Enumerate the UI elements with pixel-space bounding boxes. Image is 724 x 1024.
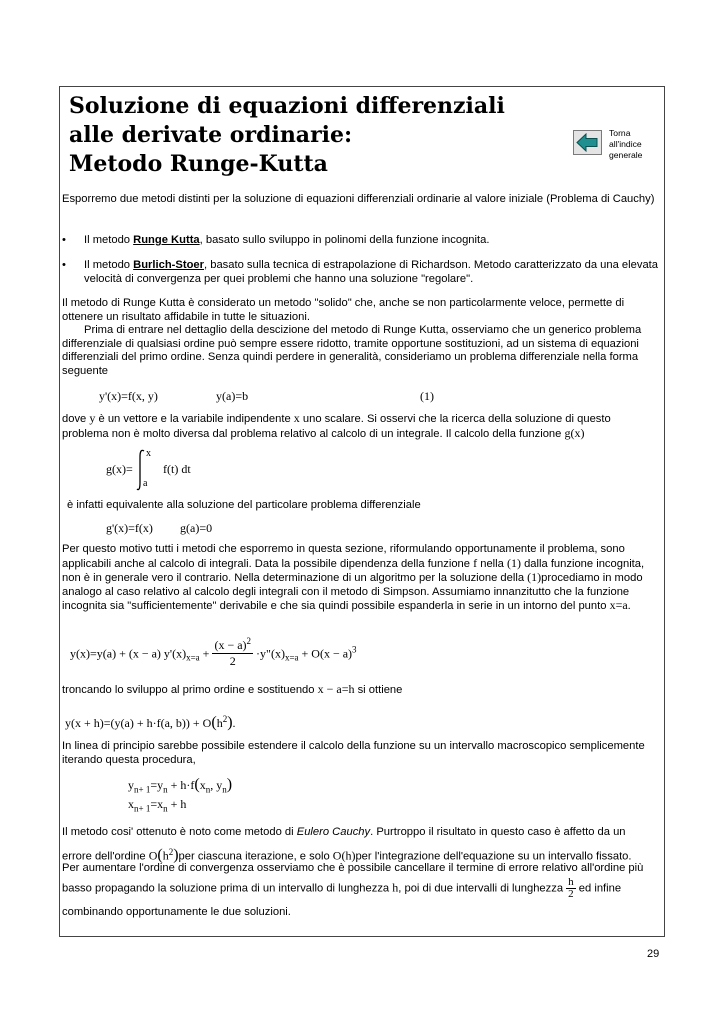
integral-lower-limit: a bbox=[143, 478, 148, 489]
intro-paragraph: Esporremo due metodi distinti per la soluzione di equazioni differenziali ordinarie al valore iniziale (Problema di Cauchy) bbox=[62, 193, 655, 205]
equation-1-initial-value: y(a)=b bbox=[216, 389, 249, 403]
equation-1-ode: y'(x)=f(x, y) bbox=[99, 389, 158, 403]
left-arrow-icon bbox=[576, 133, 599, 152]
title-line-2: alle derivate ordinarie: bbox=[69, 122, 353, 148]
burlich-stoer-link[interactable]: Burlich-Stoer bbox=[133, 259, 205, 271]
equation-4-taylor: y(x)=y(a) + (x − a) $y'(x)_{x=a}$ + $\frac{(x - a)^2}{2}$ $\cdot y"(x)_{x=a} + O(x - a)^3$ bbox=[70, 636, 357, 668]
paragraph-eulero-line-2: errore dell'ordine $O(h^2)per$ ciascuna iterazione, e solo O(h)per l'integrazione dell'equazione su un intervallo fissato. bbox=[62, 846, 632, 864]
title-line-1: Soluzione di equazioni differenziali bbox=[69, 93, 505, 119]
integral-upper-limit: x bbox=[146, 448, 151, 459]
paragraph-reduction: Prima di entrare nel dettaglio della descizione del metodo di Runge Kutta, osserviamo che un generico problema differenziale di qualsiasi ordine può sempre essere ridotto, tramite opportune sostituzioni, ad un sistema di equazioni differenziali del primo ordine. Senza quindi perdere in generalità, consideriamo un problema differenziale nella forma seguente bbox=[62, 324, 642, 377]
page-title bbox=[69, 92, 505, 179]
paragraph-eulero-line-5: combinando opportunamente le due soluzioni. bbox=[62, 906, 291, 918]
paragraph-eulero-line-3: Per aumentare l'ordine di convergenza osserviamo che è possibile cancellare il termine di errore relativo all'ordine più bbox=[62, 862, 644, 874]
page-number: 29 bbox=[647, 948, 660, 960]
paragraph-solid-method: Il metodo di Runge Kutta è considerato un metodo "solido" che, anche se non particolarmente veloce, permette di ottenere un risultato affidabile in tutte le situazioni. bbox=[62, 297, 625, 323]
back-to-index-label[interactable]: Torna all'indice generale bbox=[609, 128, 643, 160]
bullet: • bbox=[62, 234, 66, 246]
equation-5-first-order: y(x + h)=(y(a) + h·f(a, $b)) + O(h^2)$. bbox=[65, 714, 236, 731]
paragraph-eulero-line-4: basso propagando la soluzione prima di un intervallo di lunghezza h, poi di due intervalli di lunghezza $\frac{h}{2}$ ed infine bbox=[62, 876, 622, 900]
equation-3-initial-value: g(a)=0 bbox=[180, 521, 213, 535]
paragraph-integrals: Per questo motivo tutti i metodi che esporremo in questa sezione, riformulando opportunamente il problema, sono applicabili anche al calcolo di integrali. Data la possibile dipendenza della funzione f nella (1) dalla funzione incognita, non è in generale vero il contrario. Nella determinazione di un algoritmo per la soluzione della (1)procediamo in modo analogo al caso relativo al calcolo degli integrali con il metodo di Simpson. Assumiamo innanzitutto che la funzione incognita sia "sufficientemente" derivabile e che sia quindi possibile espanderla in serie in un intorno del punto x=a. bbox=[62, 543, 645, 613]
runge-kutta-link[interactable]: Runge Kutta bbox=[133, 234, 200, 246]
equation-6-y-update: $y_{n+ 1}=y_n + h\cdot f(x_n$, $y_n$) bbox=[128, 776, 233, 795]
equation-3-ode: g'(x)=f(x) bbox=[106, 521, 153, 535]
paragraph-eulero-line-1: Il metodo cosi' ottenuto è noto come metodo di Eulero Cauchy. Purtroppo il risultato in questo caso è affetto da un bbox=[62, 826, 626, 838]
equation-1-number: (1) bbox=[420, 389, 434, 403]
back-to-index-button[interactable] bbox=[573, 130, 602, 155]
equation-6-x-update: $x_{n+ 1}=x_n + h$ bbox=[128, 797, 187, 814]
paragraph-equivalent: è infatti equivalente alla soluzione del particolare problema differenziale bbox=[67, 499, 421, 511]
integral-integrand: f(t) dt bbox=[163, 462, 191, 476]
equation-2-lhs: g(x)= bbox=[106, 462, 133, 476]
paragraph-truncation: troncando lo sviluppo al primo ordine e sostituendo x − a=h si ottiene bbox=[62, 682, 403, 696]
paragraph-vector-scalar: dove y è un vettore e la variabile indipendente x uno scalare. Si osservi che la ricerca della soluzione di questo problema non è molto diversa dal problema relativo al calcolo di un integrale. Il calcolo della funzione g(x) bbox=[62, 411, 611, 440]
paragraph-iteration: In linea di principio sarebbe possibile estendere il calcolo della funzione su un intervallo macroscopico semplicemente iterando questa procedura, bbox=[62, 740, 645, 766]
bullet: • bbox=[62, 259, 66, 271]
title-line-3: Metodo Runge-Kutta bbox=[69, 151, 328, 177]
